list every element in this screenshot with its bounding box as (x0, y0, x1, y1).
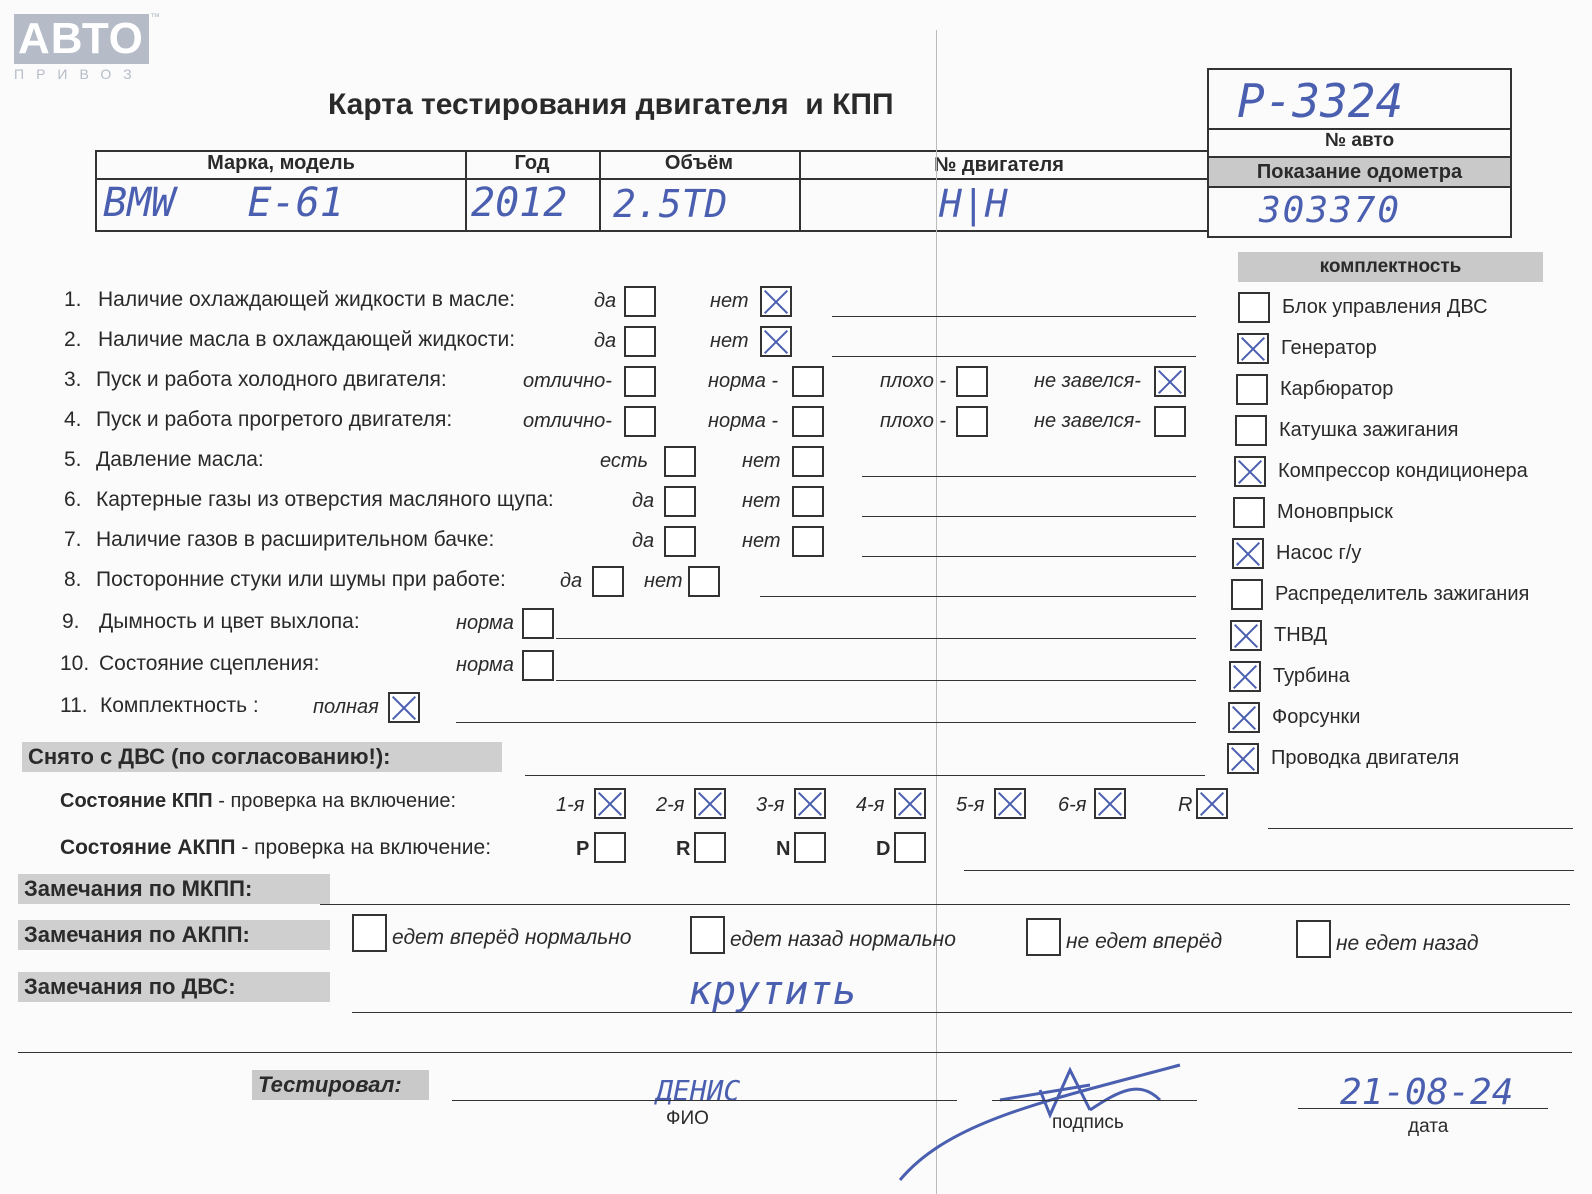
item-line (556, 638, 1196, 639)
item-number: 9. (62, 610, 80, 633)
remarks-akpp-label: Замечания по АКПП: (18, 920, 330, 950)
remarks-dvs-value: крутить (688, 968, 857, 1014)
option-label: отлично- (523, 410, 612, 432)
completeness-item-label: Насос г/у (1276, 542, 1362, 564)
completeness-item-label: Компрессор кондиционера (1278, 460, 1528, 482)
remarks-mkpp-line (320, 904, 1570, 905)
checkbox[interactable] (1154, 406, 1186, 437)
checkbox[interactable] (894, 832, 926, 863)
akpp-remark-label: не едет назад (1336, 932, 1479, 955)
checkbox-checked[interactable] (388, 692, 420, 723)
item-label: Наличие охлаждающей жидкости в масле: (98, 288, 516, 311)
checkbox[interactable] (664, 486, 696, 517)
gear-label: 4-я (856, 794, 885, 816)
checkbox[interactable] (352, 914, 387, 952)
completeness-item-label: Катушка зажигания (1279, 419, 1459, 441)
checkbox[interactable] (792, 406, 824, 437)
value-volume: 2.5TD (613, 182, 728, 226)
item-label: Посторонние стуки или шумы при работе: (96, 568, 506, 591)
checkbox[interactable] (624, 326, 656, 357)
item-label: Пуск и работа холодного двигателя: (96, 368, 447, 391)
checkbox-checked[interactable] (1228, 702, 1260, 733)
option-label: да (632, 490, 655, 512)
gear-label: 6-я (1058, 794, 1087, 816)
akpp-line (964, 870, 1574, 871)
remarks-extra-line (18, 1052, 1572, 1053)
checkbox-checked[interactable] (1154, 366, 1186, 397)
logo-main: АВТО (14, 14, 149, 64)
option-label: не завелся- (1034, 410, 1141, 432)
checkbox[interactable] (956, 366, 988, 397)
mode-label: P (576, 838, 590, 860)
checkbox[interactable] (694, 832, 726, 863)
akpp-label-rest: - проверка на включение: (235, 836, 492, 859)
option-label: полная (313, 696, 379, 718)
akpp-remark-label: едет вперёд нормально (392, 926, 632, 949)
item-line (832, 356, 1196, 357)
completeness-item-label: ТНВД (1274, 624, 1328, 646)
completeness-item-label: Карбюратор (1280, 378, 1394, 400)
item-line (832, 316, 1196, 317)
removed-line (525, 775, 1205, 776)
item-number: 10. (60, 652, 90, 675)
checkbox[interactable] (624, 366, 656, 397)
option-label: нет (710, 290, 749, 312)
checkbox-checked[interactable] (1227, 743, 1259, 774)
checkbox-checked[interactable] (994, 788, 1026, 819)
checkbox[interactable] (690, 916, 725, 954)
item-number: 3. (64, 368, 82, 391)
kpp-label-bold: Состояние КПП (60, 790, 213, 812)
checkbox-checked[interactable] (1234, 456, 1266, 487)
item-label: Дымность и цвет выхлопа: (99, 610, 360, 633)
value-year: 2012 (471, 180, 568, 226)
doc-id-box (1207, 68, 1512, 238)
item-label: Картерные газы из отверстия масляного щупа: (96, 488, 554, 511)
checkbox[interactable] (522, 608, 554, 639)
option-label: нет (742, 450, 781, 472)
checkbox[interactable] (956, 406, 988, 437)
signature (890, 1060, 1190, 1190)
checkbox-checked[interactable] (694, 788, 726, 819)
completeness-item-label: Блок управления ДВС (1282, 296, 1488, 318)
checkbox[interactable] (664, 446, 696, 477)
option-label: нет (742, 530, 781, 552)
completeness-item-label: Моновпрыск (1277, 501, 1393, 523)
checkbox[interactable] (592, 566, 624, 597)
option-label: да (560, 570, 583, 592)
header-model: Марка, модель (207, 152, 355, 174)
completeness-item-label: Распределитель зажигания (1275, 583, 1530, 605)
date-label: дата (1408, 1116, 1449, 1137)
option-label: да (594, 290, 617, 312)
checkbox[interactable] (792, 486, 824, 517)
item-label: Пуск и работа прогретого двигателя: (96, 408, 453, 431)
checkbox[interactable] (1233, 497, 1265, 528)
checkbox[interactable] (792, 366, 824, 397)
item-line (556, 680, 1196, 681)
header-engine-no: № двигателя (934, 154, 1064, 176)
checkbox-checked[interactable] (594, 788, 626, 819)
option-label: норма (456, 654, 514, 676)
item-line (862, 516, 1196, 517)
value-model: BMW E-61 (103, 180, 344, 226)
checkbox[interactable] (792, 446, 824, 477)
checkbox-checked[interactable] (794, 788, 826, 819)
gear-label: 1-я (556, 794, 585, 816)
completeness-item-label: Проводка двигателя (1271, 747, 1460, 769)
remarks-dvs-label: Замечания по ДВС: (18, 972, 330, 1002)
option-label: не завелся- (1034, 370, 1141, 392)
option-label: норма (456, 612, 514, 634)
checkbox-checked[interactable] (1237, 333, 1269, 364)
gear-label: 5-я (956, 794, 985, 816)
tested-label: Тестировал: (252, 1070, 429, 1100)
item-label: Наличие масла в охлаждающей жидкости: (98, 328, 516, 351)
item-number: 1. (64, 288, 82, 311)
completeness-item-label: Генератор (1281, 337, 1377, 359)
checkbox[interactable] (1296, 920, 1331, 958)
mode-label: N (776, 838, 791, 860)
remarks-dvs-line (352, 1012, 1572, 1013)
option-label: норма - (708, 370, 779, 392)
mode-label: R (676, 838, 691, 860)
mode-label: D (876, 838, 891, 860)
option-label: есть (600, 450, 649, 472)
option-label: нет (742, 490, 781, 512)
item-line (862, 556, 1196, 557)
item-number: 6. (64, 488, 82, 511)
value-engine-no: H|H (939, 182, 1008, 226)
checkbox-checked[interactable] (760, 286, 792, 317)
option-label: плохо - (880, 410, 947, 432)
akpp-remark-label: едет назад нормально (730, 928, 956, 951)
item-label: Комплектность : (100, 694, 259, 717)
item-label: Наличие газов в расширительном бачке: (96, 528, 495, 551)
checkbox[interactable] (1236, 374, 1268, 405)
akpp-label (60, 836, 491, 860)
item-label: Состояние сцепления: (99, 652, 320, 675)
checkbox-checked[interactable] (760, 326, 792, 357)
item-number: 2. (64, 328, 82, 351)
doc-id: Р-3324 (1237, 74, 1404, 128)
checkbox[interactable] (1231, 579, 1263, 610)
fold-line (936, 30, 937, 1194)
option-label: отлично- (523, 370, 612, 392)
fio-label: ФИО (666, 1108, 709, 1129)
gear-label: 3-я (756, 794, 785, 816)
date-line (1298, 1108, 1548, 1109)
odometer-value: 303370 (1259, 190, 1402, 231)
checkbox-checked[interactable] (894, 788, 926, 819)
checkbox[interactable] (624, 286, 656, 317)
item-number: 11. (60, 694, 88, 717)
option-label: норма - (708, 410, 779, 432)
gear-label: 2-я (656, 794, 685, 816)
completeness-header: комплектность (1238, 252, 1543, 282)
item-number: 4. (64, 408, 82, 431)
checkbox[interactable] (1238, 292, 1270, 323)
logo-sub: ПРИВОЗ (14, 66, 144, 82)
item-number: 5. (64, 448, 82, 471)
vehicle-table (95, 150, 1209, 232)
kpp-label (60, 790, 456, 813)
completeness-item-label: Форсунки (1272, 706, 1361, 728)
fio-line (452, 1100, 957, 1101)
removed-label: Снято с ДВС (по согласованию!): (22, 742, 502, 772)
akpp-label-bold: Состояние АКПП (60, 836, 236, 859)
checkbox[interactable] (624, 406, 656, 437)
completeness-item-label: Турбина (1273, 665, 1350, 687)
checkbox[interactable] (1026, 918, 1061, 956)
checkbox-checked[interactable] (1230, 620, 1262, 651)
tested-fio-value: ДЕНИС (656, 1074, 741, 1107)
header-year: Год (514, 152, 550, 174)
checkbox[interactable] (794, 832, 826, 863)
item-number: 8. (64, 568, 82, 591)
sign-line (992, 1100, 1197, 1101)
checkbox[interactable] (1235, 415, 1267, 446)
checkbox-checked[interactable] (1232, 538, 1264, 569)
sign-label: подпись (1052, 1112, 1124, 1133)
logo-tm: ™ (150, 12, 160, 23)
gear-label: R (1178, 794, 1193, 816)
checkbox-checked[interactable] (1094, 788, 1126, 819)
tested-date-value: 21-08-24 (1340, 1072, 1514, 1113)
checkbox[interactable] (664, 526, 696, 557)
auto-no-label: № авто (1209, 128, 1510, 152)
akpp-remark-label: не едет вперёд (1066, 930, 1223, 953)
checkbox[interactable] (688, 566, 720, 597)
item-line (760, 596, 1196, 597)
checkbox[interactable] (594, 832, 626, 863)
odometer-label: Показание одометра (1209, 156, 1510, 188)
option-label: плохо - (880, 370, 947, 392)
checkbox[interactable] (522, 650, 554, 681)
option-label: нет (710, 330, 749, 352)
option-label: да (632, 530, 655, 552)
item-line (862, 476, 1196, 477)
item-line (456, 722, 1196, 723)
option-label: нет (644, 570, 683, 592)
item-number: 7. (64, 528, 82, 551)
checkbox[interactable] (792, 526, 824, 557)
page-title: Карта тестирования двигателя и КПП (328, 88, 894, 121)
checkbox-checked[interactable] (1229, 661, 1261, 692)
logo (14, 14, 149, 82)
checkbox-checked[interactable] (1196, 788, 1228, 819)
kpp-line (1268, 828, 1573, 829)
remarks-mkpp-label: Замечания по МКПП: (18, 874, 330, 904)
item-label: Давление масла: (96, 448, 264, 471)
kpp-label-rest: - проверка на включение: (212, 790, 457, 812)
option-label: да (594, 330, 617, 352)
header-volume: Объём (664, 152, 734, 174)
